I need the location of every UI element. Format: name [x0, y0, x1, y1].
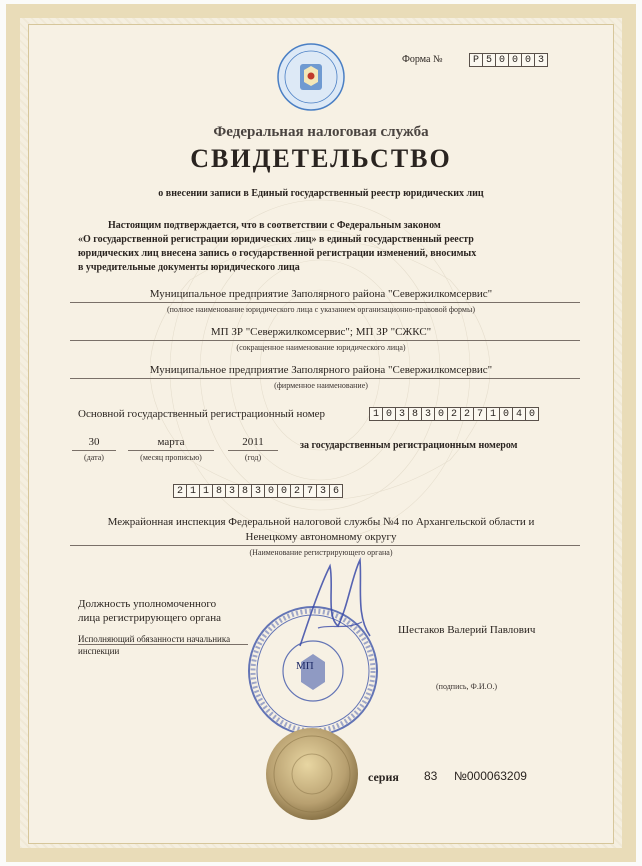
- signatory-name: Шестаков Валерий Павлович: [398, 624, 536, 636]
- gold-seal-icon: [264, 726, 360, 822]
- ogrn-digit: 8: [408, 407, 422, 421]
- form-code-cell: 0: [508, 53, 522, 67]
- ogrn-digit: 4: [512, 407, 526, 421]
- divider: [70, 340, 580, 341]
- date-month-caption: (месяц прописью): [140, 453, 202, 462]
- position-label: Должность уполномоченного: [78, 598, 217, 610]
- ogrn-digit: 1: [369, 407, 383, 421]
- ogrn-digit: 0: [525, 407, 539, 421]
- form-label: Форма №: [402, 54, 443, 65]
- date-day-caption: (дата): [84, 453, 104, 462]
- role-label: Исполняющий обязанности начальника: [78, 634, 231, 644]
- date-month: марта: [157, 436, 185, 448]
- form-code-cell: 5: [482, 53, 496, 67]
- divider: [128, 450, 214, 451]
- ogrn-digit: 7: [473, 407, 487, 421]
- divider: [70, 378, 580, 379]
- grn-digit: 1: [186, 484, 200, 498]
- grn-digit: 8: [212, 484, 226, 498]
- ogrn-digit: 0: [382, 407, 396, 421]
- brand-name-caption: (фирменное наименование): [274, 381, 368, 390]
- form-code-cell: 3: [534, 53, 548, 67]
- document-subtitle: о внесении записи в Единый государственный реестр юридических лиц: [158, 188, 484, 199]
- divider: [228, 450, 278, 451]
- grn-digit: 3: [251, 484, 265, 498]
- grn-digit: 7: [303, 484, 317, 498]
- ogrn-digit: 0: [499, 407, 513, 421]
- signature-caption: (подпись, Ф.И.О.): [436, 682, 498, 691]
- ogrn-digit: 3: [421, 407, 435, 421]
- form-code-cell: Р: [469, 53, 483, 67]
- ogrn-digit: 1: [486, 407, 500, 421]
- intro-line: в учредительные документы юридического лица: [78, 262, 300, 273]
- position-label: лица регистрирующего органа: [78, 612, 221, 624]
- divider: [72, 450, 116, 451]
- grn-digit: 1: [199, 484, 213, 498]
- agency-name: Федеральная налоговая служба: [213, 124, 429, 140]
- short-name-value: МП ЗР "Севержилкомсервис"; МП ЗР "СЖКС": [210, 326, 432, 338]
- grn-cells: [174, 484, 343, 498]
- authority-caption: (Наименование регистрирующего органа): [249, 548, 393, 557]
- date-year: 2011: [242, 436, 264, 448]
- authority-line: Межрайонная инспекция Федеральной налоговой службы №4 по Архангельской области и: [107, 516, 535, 528]
- grn-digit: 2: [290, 484, 304, 498]
- serial-series: 83: [424, 769, 438, 783]
- grn-digit: 0: [264, 484, 278, 498]
- form-code-cells: [470, 53, 548, 67]
- serial-number: №000063209: [454, 769, 527, 783]
- divider: [70, 545, 580, 546]
- short-name-caption: (сокращенное наименование юридического лица): [236, 343, 406, 352]
- intro-line: Настоящим подтверждается, что в соответствии с Федеральным законом: [108, 220, 441, 231]
- form-code-cell: 0: [495, 53, 509, 67]
- signature-icon: [290, 556, 380, 656]
- ogrn-cells: [370, 407, 539, 421]
- date-suffix: за государственным регистрационным номером: [300, 440, 518, 451]
- stamp-label: МП: [296, 660, 314, 672]
- ogrn-digit: 3: [395, 407, 409, 421]
- grn-digit: 3: [316, 484, 330, 498]
- grn-digit: 3: [225, 484, 239, 498]
- fns-emblem-icon: [276, 42, 346, 112]
- ogrn-digit: 2: [447, 407, 461, 421]
- grn-digit: 6: [329, 484, 343, 498]
- full-name-value: Муниципальное предприятие Заполярного района "Севержилкомсервис": [149, 288, 493, 300]
- grn-digit: 8: [238, 484, 252, 498]
- ogrn-label: Основной государственный регистрационный номер: [78, 408, 326, 420]
- intro-line: «О государственной регистрации юридических лиц» в единый государственный реестр: [78, 234, 474, 245]
- full-name-caption: (полное наименование юридического лица с указанием организационно-правовой формы): [166, 305, 476, 314]
- divider: [78, 644, 248, 645]
- form-code-cell: 0: [521, 53, 535, 67]
- document-title: СВИДЕТЕЛЬСТВО: [190, 144, 452, 173]
- ogrn-digit: 0: [434, 407, 448, 421]
- date-year-caption: (год): [244, 453, 262, 462]
- ogrn-digit: 2: [460, 407, 474, 421]
- authority-line: Ненецкому автономному округу: [245, 531, 397, 543]
- date-day: 30: [88, 436, 100, 448]
- role-label: инспекции: [78, 646, 120, 656]
- serial-label: серия: [368, 770, 399, 784]
- divider: [70, 302, 580, 303]
- brand-name-value: Муниципальное предприятие Заполярного района "Севержилкомсервис": [149, 364, 493, 376]
- grn-digit: 0: [277, 484, 291, 498]
- grn-digit: 2: [173, 484, 187, 498]
- intro-line: юридических лиц внесена запись о государственной регистрации изменений, вносимых: [78, 248, 477, 259]
